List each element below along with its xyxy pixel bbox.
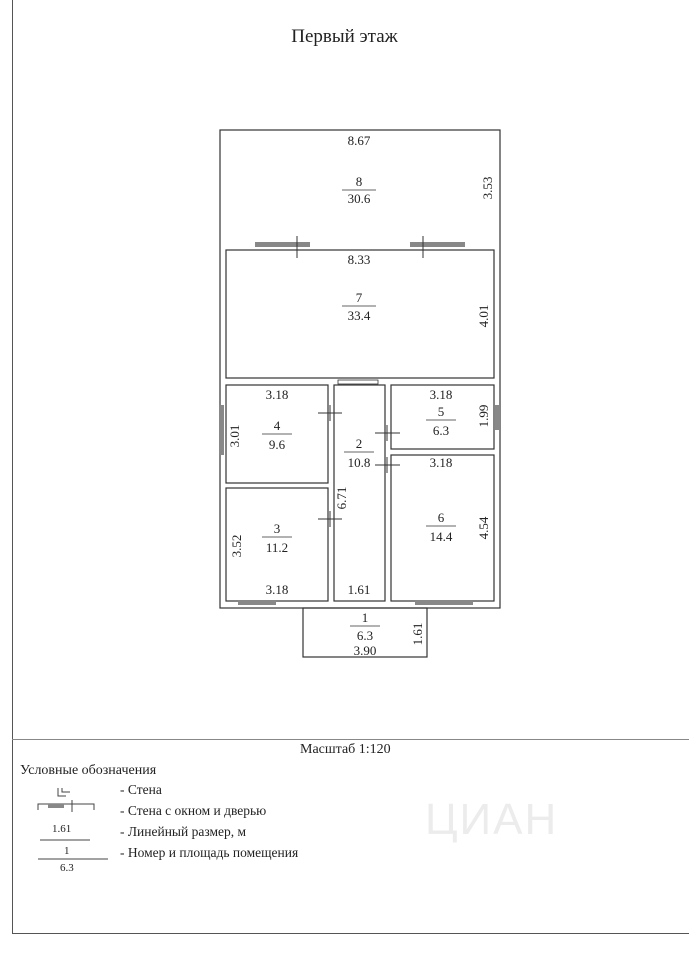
window-mark: [415, 600, 473, 605]
room-7-height: 4.01: [476, 304, 491, 328]
legend-dimension-sample: 1.61: [52, 823, 72, 835]
legend-item-dimension: - Линейный размер, м: [120, 824, 247, 839]
room-1-number: 1: [361, 610, 369, 625]
room-5-width: 3.18: [429, 387, 453, 402]
legend-item-room: - Номер и площадь помещения: [120, 845, 299, 860]
room-4-number: 4: [273, 418, 281, 433]
room-8-number: 8: [355, 174, 363, 189]
walls: [220, 130, 500, 657]
room-1-height: 1.61: [410, 622, 425, 646]
room-2-area: 10.8: [347, 455, 371, 470]
window-mark: [255, 242, 310, 247]
room-8-area: 30.6: [347, 191, 371, 206]
legend-item-wall: - Стена: [120, 782, 162, 797]
window-mark: [495, 405, 500, 430]
window-mark: [238, 600, 276, 605]
legend-title: Условные обозначения: [20, 763, 157, 778]
room-7-width: 8.33: [347, 252, 371, 267]
room-4-area: 9.6: [268, 437, 286, 452]
room-3-area: 11.2: [265, 540, 289, 555]
room-8-width: 8.67: [347, 133, 371, 148]
room-1-area: 6.3: [356, 628, 374, 643]
room-2-height: 6.71: [334, 486, 349, 510]
room-1-inner-width: 1.61: [347, 582, 371, 597]
page-title: Первый этаж: [291, 26, 398, 47]
room-6-width: 3.18: [429, 455, 453, 470]
legend-window-door-symbol: [38, 804, 94, 810]
window-mark: [410, 242, 465, 247]
door-mark: [338, 380, 378, 384]
window-mark: [219, 405, 224, 455]
room-1-width: 3.90: [353, 643, 377, 658]
watermark-logo: ЦИАН: [425, 795, 559, 844]
legend-symbols: [38, 788, 108, 859]
legend-room-area-sample: 6.3: [60, 862, 74, 874]
room-7-number: 7: [355, 290, 363, 305]
room-6-number: 6: [437, 510, 445, 525]
room-3-width: 3.18: [265, 582, 289, 597]
scale-label: Масштаб 1:120: [300, 742, 391, 757]
room-3-number: 3: [273, 521, 281, 536]
room-8-height: 3.53: [480, 176, 495, 200]
legend-room-number-sample: 1: [64, 845, 70, 857]
room-5-number: 5: [437, 404, 445, 419]
legend-item-window-door: - Стена с окном и дверью: [120, 803, 267, 818]
room-6-area: 14.4: [429, 529, 453, 544]
room-6-height: 4.54: [476, 516, 491, 540]
room-7-area: 33.4: [347, 308, 371, 323]
room-2-number: 2: [355, 436, 363, 451]
room-3-height: 3.52: [229, 534, 244, 558]
room-4-height: 3.01: [227, 424, 242, 448]
room-5-height: 1.99: [476, 404, 491, 428]
room-5-area: 6.3: [432, 423, 450, 438]
room-4-width: 3.18: [265, 387, 289, 402]
